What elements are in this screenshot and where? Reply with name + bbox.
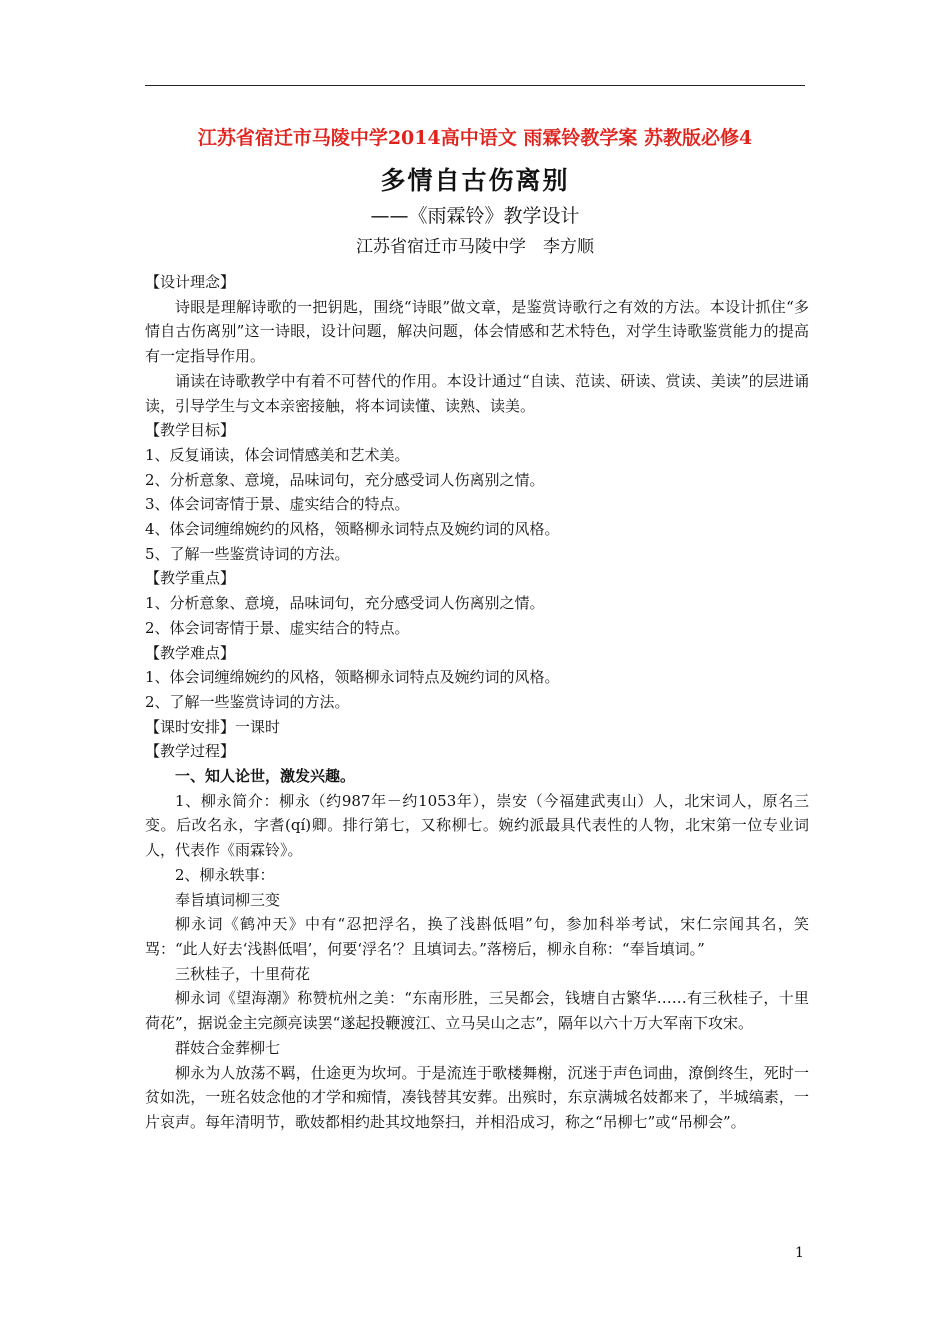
anecdote-title: 群妓合金葬柳七 bbox=[175, 1038, 281, 1057]
school-author-line: 江苏省宿迁市马陵中学 李方顺 bbox=[356, 237, 594, 257]
anecdote-text: 柳永词《望海潮》称赞杭州之美：“东南形胜，三吴都会，钱塘自古繁华……有三秋桂子，十里荷花”，据说金主完颜亮读罢“遂起投鞭渡江、立马吴山之志”，隔年以六十万大军南下攻宋。 bbox=[145, 989, 809, 1033]
section-heading-goals: 【教学目标】 bbox=[145, 421, 236, 440]
anecdote-text: 柳永词《鹤冲天》中有“忍把浮名，换了浅斟低唱”句，参加科举考试，宋仁宗闻其名，笑骂：“此人好去‘浅斟低唱’，何要‘浮名’？且填词去。”落榜后，柳永自称：“奉旨填词。” bbox=[145, 915, 809, 958]
section-heading-process: 【教学过程】 bbox=[145, 742, 236, 761]
difficulty-item: 1、体会词缠绵婉约的风格，领略柳永词特点及婉约词的风格。 bbox=[145, 668, 560, 687]
page-number: 1 bbox=[795, 1245, 804, 1261]
header-rule bbox=[145, 85, 805, 86]
process-step-1-title: 一、知人论世，激发兴趣。 bbox=[175, 767, 356, 786]
document-red-title: 江苏省宿迁市马陵中学2014高中语文 雨霖铃教学案 苏教版必修4 bbox=[197, 127, 753, 149]
schedule-line: 【课时安排】一课时 bbox=[145, 717, 281, 736]
goal-item: 1、反复诵读，体会词情感美和艺术美。 bbox=[145, 445, 410, 464]
liu-yong-intro: 1、柳永简介：柳永（约987年－约1053年），崇安（今福建武夷山）人，北宋词人，原名三变。后改名永，字耆(qí)卿。排行第七，又称柳七。婉约派最具代表性的人物，北宋第一位专业词人，代表作《雨霖铃》。 bbox=[145, 791, 809, 860]
anecdote-title: 三秋桂子，十里荷花 bbox=[175, 964, 311, 983]
goal-item: 5、了解一些鉴赏诗词的方法。 bbox=[145, 544, 350, 563]
difficulty-item: 2、了解一些鉴赏诗词的方法。 bbox=[145, 692, 350, 711]
anecdote-title: 奉旨填词柳三变 bbox=[175, 890, 281, 909]
anecdotes-title: 2、柳永轶事： bbox=[175, 865, 275, 884]
goal-item: 2、分析意象、意境，品味词句，充分感受词人伤离别之情。 bbox=[145, 470, 545, 489]
key-point-item: 1、分析意象、意境，品味词句，充分感受词人伤离别之情。 bbox=[145, 594, 545, 613]
section-heading-difficulties: 【教学难点】 bbox=[145, 643, 236, 662]
section-heading-design-concept: 【设计理念】 bbox=[145, 273, 236, 291]
document-body bbox=[145, 270, 809, 1135]
subtitle: ——《雨霖铃》教学设计 bbox=[370, 205, 580, 227]
design-concept-paragraph-1: 诗眼是理解诗歌的一把钥匙，围绕“诗眼”做文章，是鉴赏诗歌行之有效的方法。本设计抓住“多情自古伤离别”这一诗眼，设计问题，解决问题，体会情感和艺术特色，对学生诗歌鉴赏能力的提高有一定指导作用。 bbox=[145, 297, 809, 366]
goal-item: 4、体会词缠绵婉约的风格，领略柳永词特点及婉约词的风格。 bbox=[145, 520, 560, 539]
design-concept-paragraph-2: 诵读在诗歌教学中有着不可替代的作用。本设计通过“自读、范读、研读、赏读、美读”的层进诵读，引导学生与文本亲密接触，将本词读懂、读熟、读美。 bbox=[145, 371, 809, 415]
anecdote-text: 柳永为人放荡不羁，仕途更为坎坷。于是流连于歌楼舞榭，沉迷于声色词曲，潦倒终生，死时一贫如洗，一班名妓念他的才学和痴情，凑钱替其安葬。出殡时，东京满城名妓都来了，半城缟素，一片哀声。每年清明节，歌妓都相约赴其坟地祭扫，并相沿成习，称之“吊柳七”或“吊柳会”。 bbox=[145, 1063, 809, 1131]
main-title: 多情自古伤离别 bbox=[380, 166, 570, 195]
key-point-item: 2、体会词寄情于景、虚实结合的特点。 bbox=[145, 618, 410, 637]
goal-item: 3、体会词寄情于景、虚实结合的特点。 bbox=[145, 495, 410, 514]
section-heading-key-points: 【教学重点】 bbox=[145, 569, 236, 588]
